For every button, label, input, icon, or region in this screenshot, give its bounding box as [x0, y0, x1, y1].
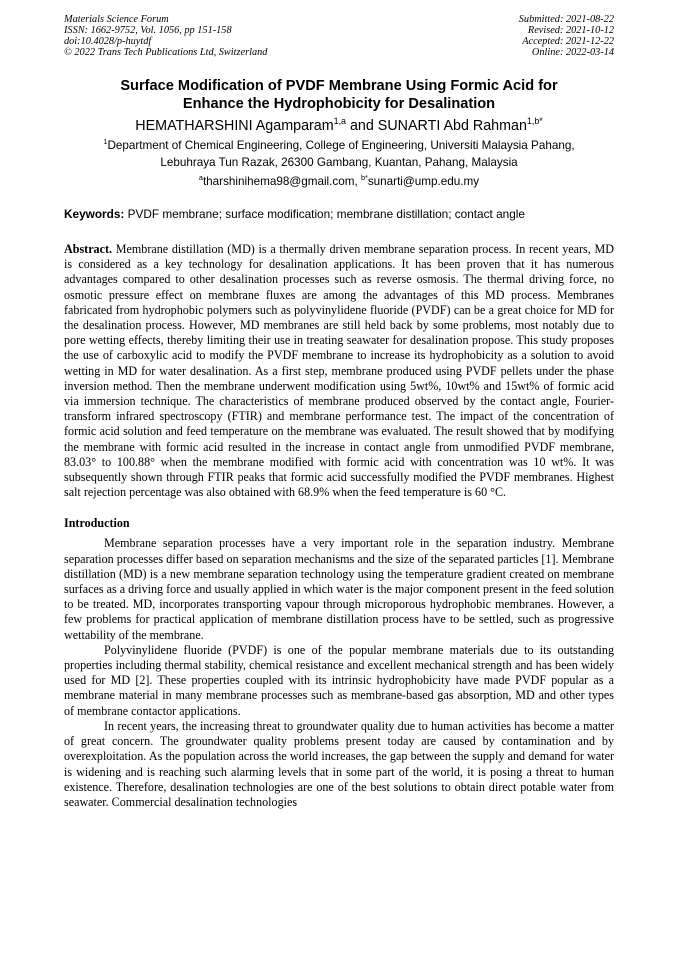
email-mark-a: a: [198, 173, 203, 183]
keywords-text: PVDF membrane; surface modification; membrane distillation; contact angle: [124, 207, 525, 221]
affiliation-line-2: Lebuhraya Tun Razak, 26300 Gambang, Kuantan, Pahang, Malaysia: [160, 155, 518, 169]
email-b: sunarti@ump.edu.my: [367, 175, 480, 188]
email-a: tharshinihema98@gmail.com,: [202, 175, 361, 188]
author-list: [64, 117, 614, 135]
doi: doi:10.4028/p-huytdf: [64, 36, 152, 47]
submission-dates: [519, 14, 614, 58]
paper-page: [64, 14, 614, 810]
affiliation-mark: 1: [103, 137, 108, 147]
keywords-label: Keywords:: [64, 207, 125, 221]
abstract: [64, 242, 614, 500]
paper-title: [64, 78, 614, 113]
author-1: HEMATHARSHINI Agamparam: [135, 118, 334, 134]
revised-date: Revised: 2021-10-12: [527, 25, 614, 36]
intro-paragraph-2: Polyvinylidene fluoride (PVDF) is one of the popular membrane materials due to its outstanding properties including thermal stability, chemical resistance and excellent mechanical strength and has been widely used for MD [2]. These properties coupled with its intrinsic hydrophobicity have made PVDF popular as a membrane material in many membrane processes such as membrane-based gas absorption, MD and other types of membrane contactor applications.: [64, 642, 614, 718]
author-emails: [64, 174, 614, 190]
journal-info: [64, 14, 267, 58]
author-conjunction: and: [345, 118, 378, 134]
issn-volume: ISSN: 1662-9752, Vol. 1056, pp 151-158: [64, 25, 232, 36]
online-date: Online: 2022-03-14: [531, 47, 614, 58]
author-1-affiliation-mark: 1,a: [333, 116, 346, 127]
intro-paragraph-1: Membrane separation processes have a very important role in the separation industry. Membrane separation processes differ based on separation mechanisms and the size of the separated particles [1]. Membrane distillation (MD) is a new membrane separation technology using the temperature gradient created on membrane surfaces as a driving force and usually applied in which water is the major component present in the feed solution to be treated. MD, incorporates transporting vapour through microporous hydrophobic membranes. However, a few problems for practical application of membrane distillation process have to be settled, such as progressive wettability of the membrane.: [64, 536, 614, 642]
submitted-date: Submitted: 2021-08-22: [518, 14, 614, 25]
section-heading-introduction: Introduction: [64, 516, 130, 531]
intro-paragraph-3: In recent years, the increasing threat to groundwater quality due to human activities has become a matter of great concern. The groundwater quality problems present today are caused by contamination and by overexploitation. As the population across the world increases, the gap between the supply and demand for water is widening and is reaching such alarming levels that in some part of the world, it is posing a threat to human existence. Therefore, desalination technologies are one of the best solutions to obtain direct potable water from seawater. Commercial desalination technologies: [64, 718, 614, 809]
affiliation: [64, 138, 614, 171]
abstract-text: Membrane distillation (MD) is a thermally driven membrane separation process. In recent years, MD is considered as a key technology for desalination applications. It has been proven that it has numerous advantages compared to other desalination processes such as reverse osmosis. The thermal driving force, no osmotic pressure effect on membrane fluxes are among the advantages of this MD process. Membranes fabricated from hydrophobic polymers such as polyvinylidene fluoride (PVDF) can be a great choice for MD for the desalination process. However, MD membranes are still held back by some problems, most notably due to pore wetting effects, thereby limiting their use in treating seawater for desalination propose. This study proposes the use of carboxylic acid to modify the PVDF membrane to increase its hydrophobicity as a solution to avoid wetting in MD for water desalination. As a first step, membrane produced using PVDF pellets under the phase inversion method. Then the membrane underwent modification using 5wt%, 10wt% and 15wt% of formic acid via immersion technique. The characteristics of membrane produced observed by the contact angle, Fourier-transform infrared spectroscopy (FTIR) and membrane performance test. The impact of the concentration of formic acid solution and feed temperature on the membrane was evaluated. The result showed that by modifying the membrane with formic acid resulted in the increase in contact angle from unmodified PVDF membrane, 83.03° to 100.88° when the membrane modified with formic acid with concentration was 10 wt%. It was subsequently shown through FTIR peaks that formic acid successfully modified the PVDF membranes. Highest salt rejection percentage was also obtained with 68.9% when the feed temperature is 60 °C.: [64, 242, 614, 500]
author-2-affiliation-mark: 1,b*: [526, 116, 543, 127]
journal-name: Materials Science Forum: [64, 14, 169, 25]
copyright: © 2022 Trans Tech Publications Ltd, Switzerland: [64, 47, 268, 58]
journal-header: [64, 14, 614, 58]
email-mark-b: b*: [360, 173, 368, 183]
keywords: [64, 206, 614, 222]
abstract-label: Abstract.: [64, 242, 113, 256]
accepted-date: Accepted: 2021-12-22: [522, 36, 614, 47]
affiliation-line-1: Department of Chemical Engineering, College of Engineering, Universiti Malaysia Pahang,: [107, 139, 575, 152]
title-line-1: Surface Modification of PVDF Membrane Using Formic Acid for: [120, 78, 558, 94]
title-line-2: Enhance the Hydrophobicity for Desalination: [182, 95, 496, 112]
author-2: SUNARTI Abd Rahman: [377, 118, 527, 134]
